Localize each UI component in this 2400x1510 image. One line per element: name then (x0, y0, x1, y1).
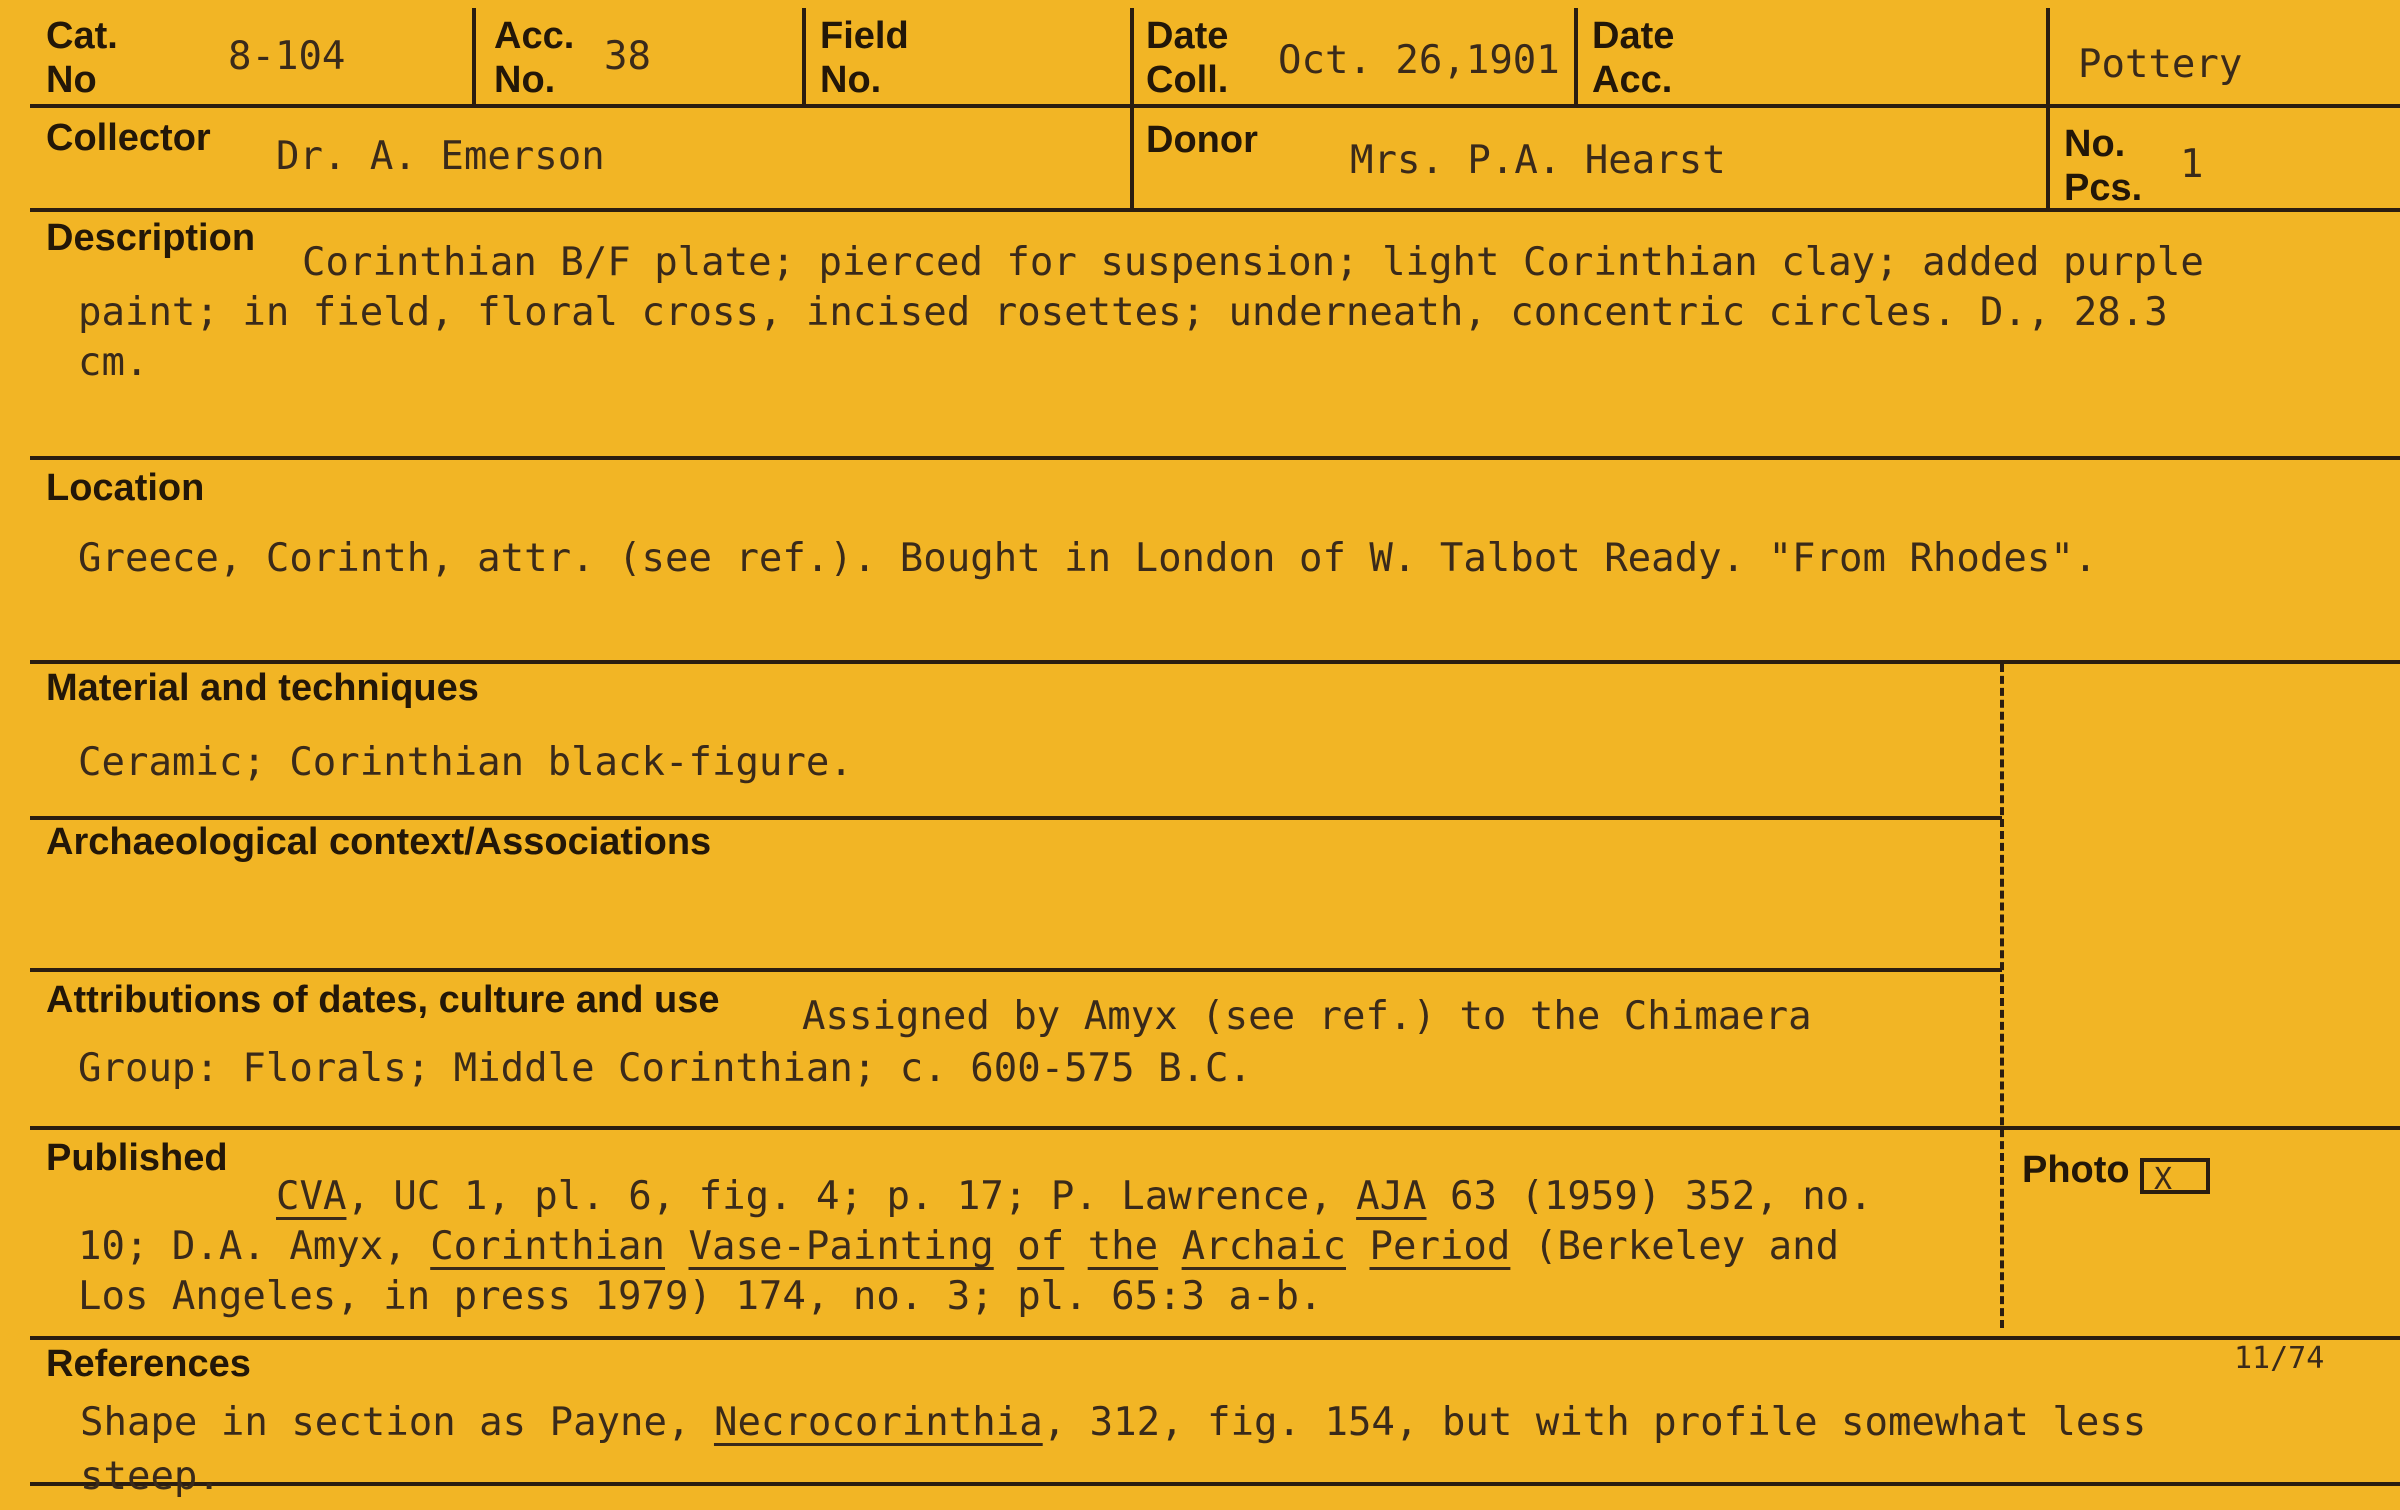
publication-title: the (1087, 1224, 1159, 1269)
location-label: Location (46, 467, 205, 509)
description-line: paint; in field, floral cross, incised rosettes; underneath, concentric circles. D., 28.3 (78, 290, 2168, 335)
divider-line (472, 8, 476, 106)
references-line (80, 1398, 2146, 1448)
divider-line (30, 104, 2400, 108)
published-label: Published (46, 1137, 228, 1179)
date-coll-value: Oct. 26,1901 (1278, 38, 1560, 83)
divider-line (1130, 8, 1134, 208)
publication-title: Corinthian (430, 1224, 666, 1269)
references-line: steep. (80, 1454, 221, 1499)
divider-line (30, 456, 2400, 460)
material-label: Material and techniques (46, 667, 479, 709)
description-label: Description (46, 217, 256, 259)
divider-line (30, 968, 2002, 972)
published-line (276, 1172, 1873, 1222)
donor-value: Mrs. P.A. Hearst (1350, 138, 1726, 183)
published-text: 10; D.A. Amyx, (78, 1224, 431, 1269)
published-text: , UC 1, pl. 6, fig. 4; p. 17; P. Lawrence, (346, 1174, 1357, 1219)
published-line: Los Angeles, in press 1979) 174, no. 3; pl. 65:3 a-b. (78, 1274, 1323, 1319)
divider-line (30, 208, 2400, 212)
publication-title: Archaic (1181, 1224, 1346, 1269)
references-text: , 312, fig. 154, but with profile somewhat less (1042, 1400, 2147, 1445)
card-date: 11/74 (2234, 1341, 2325, 1376)
references-text: Shape in section as Payne, (80, 1400, 714, 1445)
donor-label: Donor (1146, 119, 1258, 161)
attributions-line: Group: Florals; Middle Corinthian; c. 600-575 B.C. (78, 1046, 1252, 1091)
dashed-divider (2000, 664, 2004, 1328)
date-acc-label: Date Acc. (1592, 15, 1675, 101)
publication-title: AJA (1356, 1174, 1427, 1219)
photo-label: Photo (2022, 1149, 2130, 1191)
divider-line (30, 1336, 2400, 1340)
divider-line (30, 1126, 2400, 1130)
acc-no-label: Acc. No. (494, 15, 575, 101)
description-line: cm. (78, 340, 149, 385)
acc-no-value: 38 (604, 34, 651, 79)
references-label: References (46, 1343, 251, 1385)
collector-label: Collector (46, 117, 211, 159)
publication-title: Necrocorinthia (713, 1400, 1043, 1445)
cat-no-value: 8-104 (228, 34, 346, 79)
published-text: 63 (1959) 352, no. (1426, 1174, 1873, 1219)
description-line: Corinthian B/F plate; pierced for suspension; light Corinthian clay; added purple (302, 240, 2204, 285)
published-line (78, 1222, 1839, 1272)
category-value: Pottery (2078, 42, 2243, 87)
publication-title: CVA (276, 1174, 347, 1219)
cat-no-label: Cat. No (46, 15, 118, 101)
divider-line (2046, 8, 2050, 208)
publication-title: of (1017, 1224, 1065, 1269)
attributions-label: Attributions of dates, culture and use (46, 979, 720, 1021)
field-no-label: Field No. (820, 15, 909, 101)
publication-title: Period (1369, 1224, 1511, 1269)
date-coll-label: Date Coll. (1146, 15, 1229, 101)
divider-line (802, 8, 806, 106)
no-pcs-label: No. Pcs. (2064, 123, 2143, 209)
divider-line (30, 660, 2400, 664)
publication-title: Vase-Painting (688, 1224, 994, 1269)
attributions-line: Assigned by Amyx (see ref.) to the Chimaera (802, 994, 1812, 1039)
published-text: (Berkeley and (1510, 1224, 1840, 1269)
collector-value: Dr. A. Emerson (276, 134, 605, 179)
photo-checkbox: X (2140, 1158, 2210, 1194)
divider-line (1574, 8, 1578, 106)
location-text: Greece, Corinth, attr. (see ref.). Bought in London of W. Talbot Ready. "From Rhodes". (78, 536, 2098, 581)
context-label: Archaeological context/Associations (46, 821, 712, 863)
divider-line (30, 1482, 2400, 1486)
no-pcs-value: 1 (2180, 142, 2204, 187)
material-text: Ceramic; Corinthian black-figure. (78, 740, 853, 785)
